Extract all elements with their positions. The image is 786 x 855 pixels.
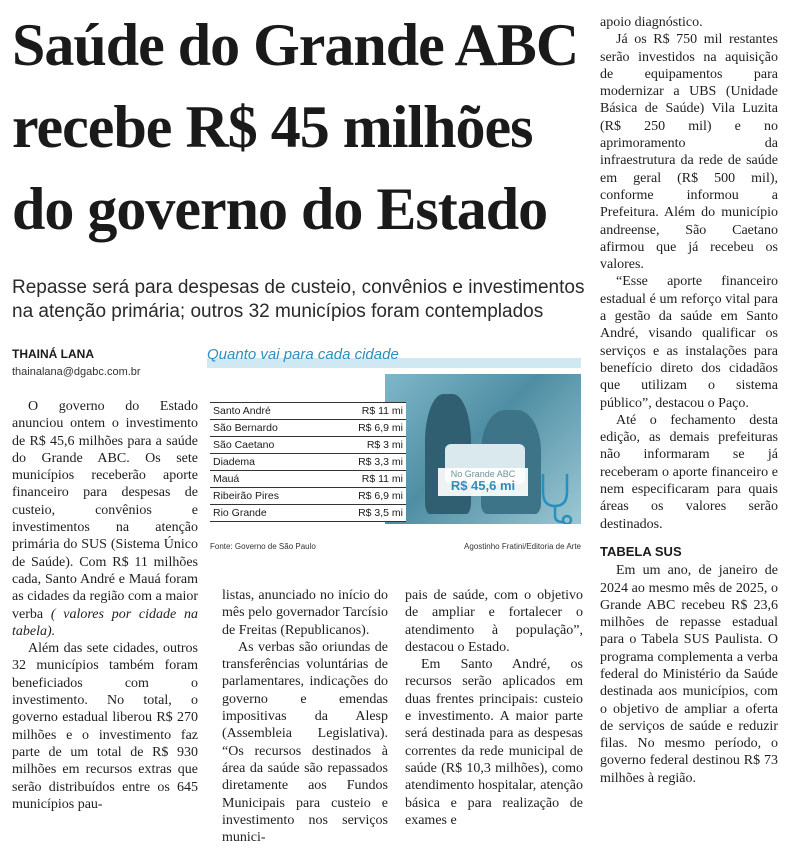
city-name: São Caetano: [210, 437, 325, 454]
table-row: [210, 454, 406, 471]
byline-author: THAINÁ LANA: [12, 347, 94, 361]
paragraph: pais de saúde, com o objetivo de ampliar e fortalecer o atendimento à população”, destacou o Estado.: [405, 588, 583, 655]
city-value: R$ 11 mi: [325, 403, 406, 420]
section-title-tabela-sus: TABELA SUS: [600, 543, 682, 559]
city-name: Diadema: [210, 454, 325, 471]
article-column-2: [222, 587, 388, 846]
table-row: [210, 505, 406, 522]
paragraph: Até o fechamento desta edição, as demais prefeituras não informaram se já receberam o aporte financeiro e nem especificaram para quais áreas os valores serão destinados.: [600, 412, 778, 532]
article-column-4: [600, 14, 778, 787]
table-row: [210, 488, 406, 505]
table-reference-note: ( valores por cidade na tabela).: [12, 606, 199, 639]
infographic: [207, 346, 581, 556]
city-name: Santo André: [210, 403, 325, 420]
hospital-photo: [385, 374, 581, 524]
stethoscope-icon: [537, 470, 577, 524]
total-value-box: [438, 468, 528, 496]
city-value: R$ 6,9 mi: [325, 420, 406, 437]
city-name: Rio Grande: [210, 505, 325, 522]
city-value: R$ 11 mi: [325, 471, 406, 488]
city-name: São Bernardo: [210, 420, 325, 437]
paragraph: Além das sete cidades, outros 32 municípios também foram beneficiados com o investimento. No total, o governo estadual liberou R$ 270 milhões e o investimento faz parte de um total de R$ 930 milhões em recursos extras que serão distribuídos entre os 645 municípios pau-: [12, 641, 198, 812]
city-name: Mauá: [210, 471, 325, 488]
paragraph: listas, anunciado no início do mês pelo governador Tarcísio de Freitas (Republicanos).: [222, 588, 388, 638]
cities-table: [210, 402, 406, 522]
headline: Saúde do Grande ABC recebe R$ 45 milhões do governo do Estado: [12, 12, 579, 242]
paragraph: [12, 398, 198, 640]
infographic-credit: Agostinho Fratini/Editoria de Arte: [464, 542, 581, 551]
article-column-1: [12, 398, 198, 813]
paragraph: Já os R$ 750 mil restantes serão investidos na aquisição de equipamentos para modernizar a UBS (Unidade Básica de Saúde) Vila Luzita (R$ 250 mil) e no aprimoramento da infraestrutura da rede de saúde em geral (R$ 500 mil), conforme informou a Prefeitura. Além do município andreense, São Caetano afirmou que já recebeu os valores.: [600, 32, 778, 273]
infographic-title: Quanto vai para cada cidade: [207, 346, 399, 363]
total-label: No Grande ABC: [450, 469, 516, 479]
total-value: R$ 45,6 mi: [450, 478, 516, 493]
paragraph: “Esse aporte financeiro estadual é um reforço vital para a gestão da saúde em Santo André, visando qualificar os serviços e as instalações para benefício direto dos cidadãos que utilizam o sistema público”, destacou o Paço.: [600, 274, 778, 411]
city-value: R$ 3 mi: [325, 437, 406, 454]
paragraph-text: O governo do Estado anunciou ontem o investimento de R$ 45,6 milhões para a saúde do Grande ABC. Os sete municípios receberão aporte financeiro para despesas de custeio, convênios e investimentos na atenção primária do SUS (Sistema Único de Saúde). Com R$ 11 milhões cada, Santo André e Mauá foram as cidades da região com a maior verba: [12, 399, 198, 622]
paragraph: Em Santo André, os recursos serão aplicados em duas frentes principais: custeio e investimento. A maior parte será destinada para as despesas correntes da rede municipal de saúde (R$ 10,3 milhões), como atendimento hospitalar, atenção básica e para realização de exames e: [405, 657, 583, 828]
city-name: Ribeirão Pires: [210, 488, 325, 505]
paragraph: As verbas são oriundas de transferências voluntárias de parlamentares, indicações do governo e emendas impositivas da Alesp (Assembleia Legislativa). “Os recursos destinados à área da saúde são repassados diretamente aos Fundos Municipais para custeio e investimento nos serviços munici-: [222, 639, 388, 846]
table-row: [210, 403, 406, 420]
paragraph: Em um ano, de janeiro de 2024 ao mesmo mês de 2025, o Grande ABC recebeu R$ 23,6 milhões de repasse estadual para o Tabela SUS Paulista. O programa complementa a verba federal do Ministério da Saúde destinada aos municípios, com o objetivo de ampliar a oferta de serviços de saúde e reduzir filas. No mesmo período, o governo federal destinou R$ 73 milhões à região.: [600, 563, 778, 786]
city-value: R$ 3,3 mi: [325, 454, 406, 471]
table-row: [210, 437, 406, 454]
subheadline: Repasse será para despesas de custeio, convênios e investimentos na atenção primária; outros 32 municípios foram contemplados: [12, 277, 585, 322]
table-row: [210, 420, 406, 437]
city-value: R$ 3,5 mi: [325, 505, 406, 522]
article-column-3: [405, 587, 583, 829]
byline-email[interactable]: thainalana@dgabc.com.br: [12, 366, 141, 378]
table-row: [210, 471, 406, 488]
paragraph: apoio diagnóstico.: [600, 15, 703, 30]
infographic-source: Fonte: Governo de São Paulo: [210, 542, 316, 551]
city-value: R$ 6,9 mi: [325, 488, 406, 505]
